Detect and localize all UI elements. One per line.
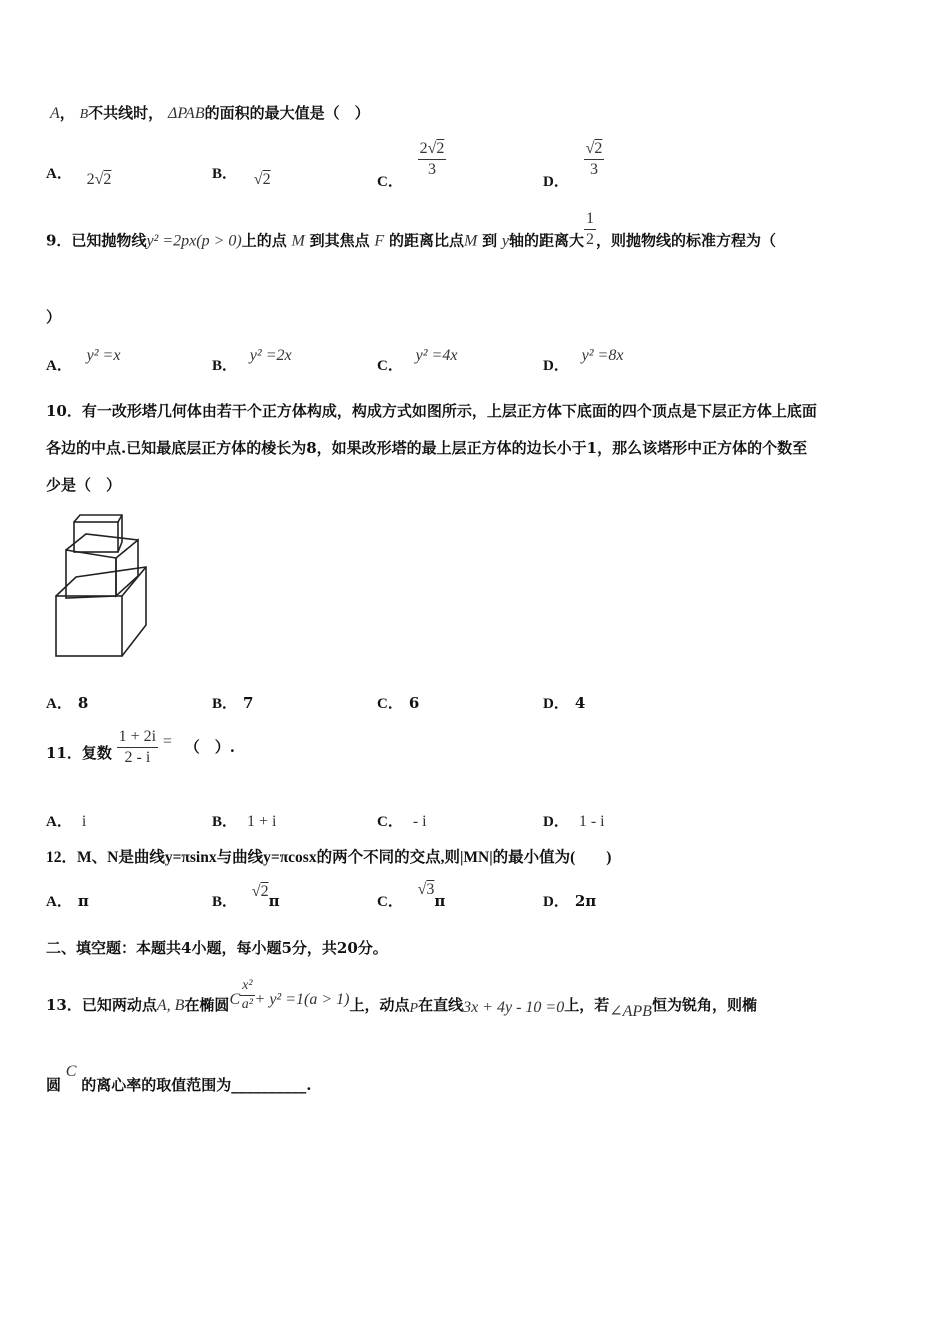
q12-stem: 12．M、N是曲线y=πsinx与曲线y=πcosx的两个不同的交点,则|MN|的最小值为( ) [46,849,612,866]
q8-stem: A， B不共线时， ΔPAB的面积的最大值是（ ） [50,104,370,122]
q9-option-a[interactable]: A． y² =x [46,347,121,374]
fraction-one-half: $\frac{1}{2}$ [586,210,595,248]
q10-option-d[interactable]: D． 4 [543,694,586,712]
q9-stem: 9．已知抛物线y² =2px(p > 0)上的点 M 到其焦点 F 的距离比点M 到 y轴的距离大 $\frac{1}{2}$ ，则抛物线的标准方程为（ [46,210,777,250]
q9-option-b[interactable]: B． y² =2x [212,347,292,374]
q8-option-d[interactable]: D． $\frac{√2}{3}$ [543,140,603,190]
q10-line-1: 10．有一改形塔几何体由若干个正方体构成，构成方式如图所示，上层正方体下底面的四个顶点是下层正方体上底面 [46,402,817,420]
q11-stem: 11．复数 $\frac{1 + 2i}{2 - i}$ = （ ）. [46,728,235,766]
angle-apb: ∠APB [609,1002,652,1020]
sqrt-icon: √ [427,140,437,157]
fraction: $\frac{2√2}{3}$ [419,140,445,178]
top-cube-top [74,515,122,552]
answer-blank[interactable]: __________ [231,1076,307,1094]
q10-line-3: 少是（ ） [46,476,122,494]
q10-line-2: 各边的中点.已知最底层正方体的棱长为8，如果改形塔的最上层正方体的边长小于1，那么该塔形中正方体的个数至 [46,439,808,457]
q11-option-d[interactable]: D． 1 - i [543,813,605,830]
q8-option-a[interactable]: A． 2√2 [46,166,112,188]
point-b: B [79,107,89,122]
q12-option-d[interactable]: D． 2π [543,892,597,910]
sqrt-icon: √ [417,881,427,898]
q11-option-a[interactable]: A． i [46,813,87,830]
sqrt-icon: √ [585,140,595,157]
section-title: 二、填空题：本题共4小题，每小题5分，共20分。 [46,939,388,957]
ellipse-equation: + y² =1(a > 1) [254,990,350,1008]
q9-close-paren: ） [46,308,62,326]
q9-option-d[interactable]: D． y² =8x [543,347,624,374]
ellipse-fraction: $\frac{\text{x²}}{\text{a²}}$ [241,978,253,1012]
complex-fraction: $\frac{1 + 2i}{2 - i}$ [118,728,157,766]
point-a: A [50,105,60,122]
q10-option-c[interactable]: C． 6 [377,694,420,712]
parabola-equation: y² =2px(p > 0) [146,232,242,250]
middle-cube-front [66,550,116,598]
q10-option-a[interactable]: A． 8 [46,694,89,712]
triangle-pab: ΔPAB [167,105,205,122]
q11-option-c[interactable]: C． - i [377,813,427,830]
q12-option-c[interactable]: C． √3π [377,881,446,910]
sqrt-icon: √ [251,883,261,900]
q12-option-b[interactable]: B． √2π [212,883,280,910]
q10-option-b[interactable]: B． 7 [212,694,254,712]
tower-figure [50,510,160,662]
q13-line-2: 圆 C 的离心率的取值范围为__________. [46,1063,312,1094]
q9-option-c[interactable]: C． y² =4x [377,347,458,374]
q13-stem: 13．已知两动点A, B在椭圆C $\frac{\text{x²}}{\text{a²}}$ + y² =1(a > 1)上，动点P在直线3x + 4y - 10 =0上，若∠APB恒为锐角，则椭 [46,978,757,1020]
q8-option-b[interactable]: B． √2 [212,166,271,188]
sqrt-icon: √ [253,171,263,188]
sqrt-icon: √ [94,171,104,188]
line-equation: 3x + 4y - 10 =0 [463,998,565,1016]
bottom-cube-front [56,596,122,656]
fraction: $\frac{√2}{3}$ [585,140,603,178]
q11-option-b[interactable]: B． 1 + i [212,813,277,830]
q12-option-a[interactable]: A． π [46,892,89,910]
q8-option-c[interactable]: C． $\frac{2√2}{3}$ [377,140,445,190]
